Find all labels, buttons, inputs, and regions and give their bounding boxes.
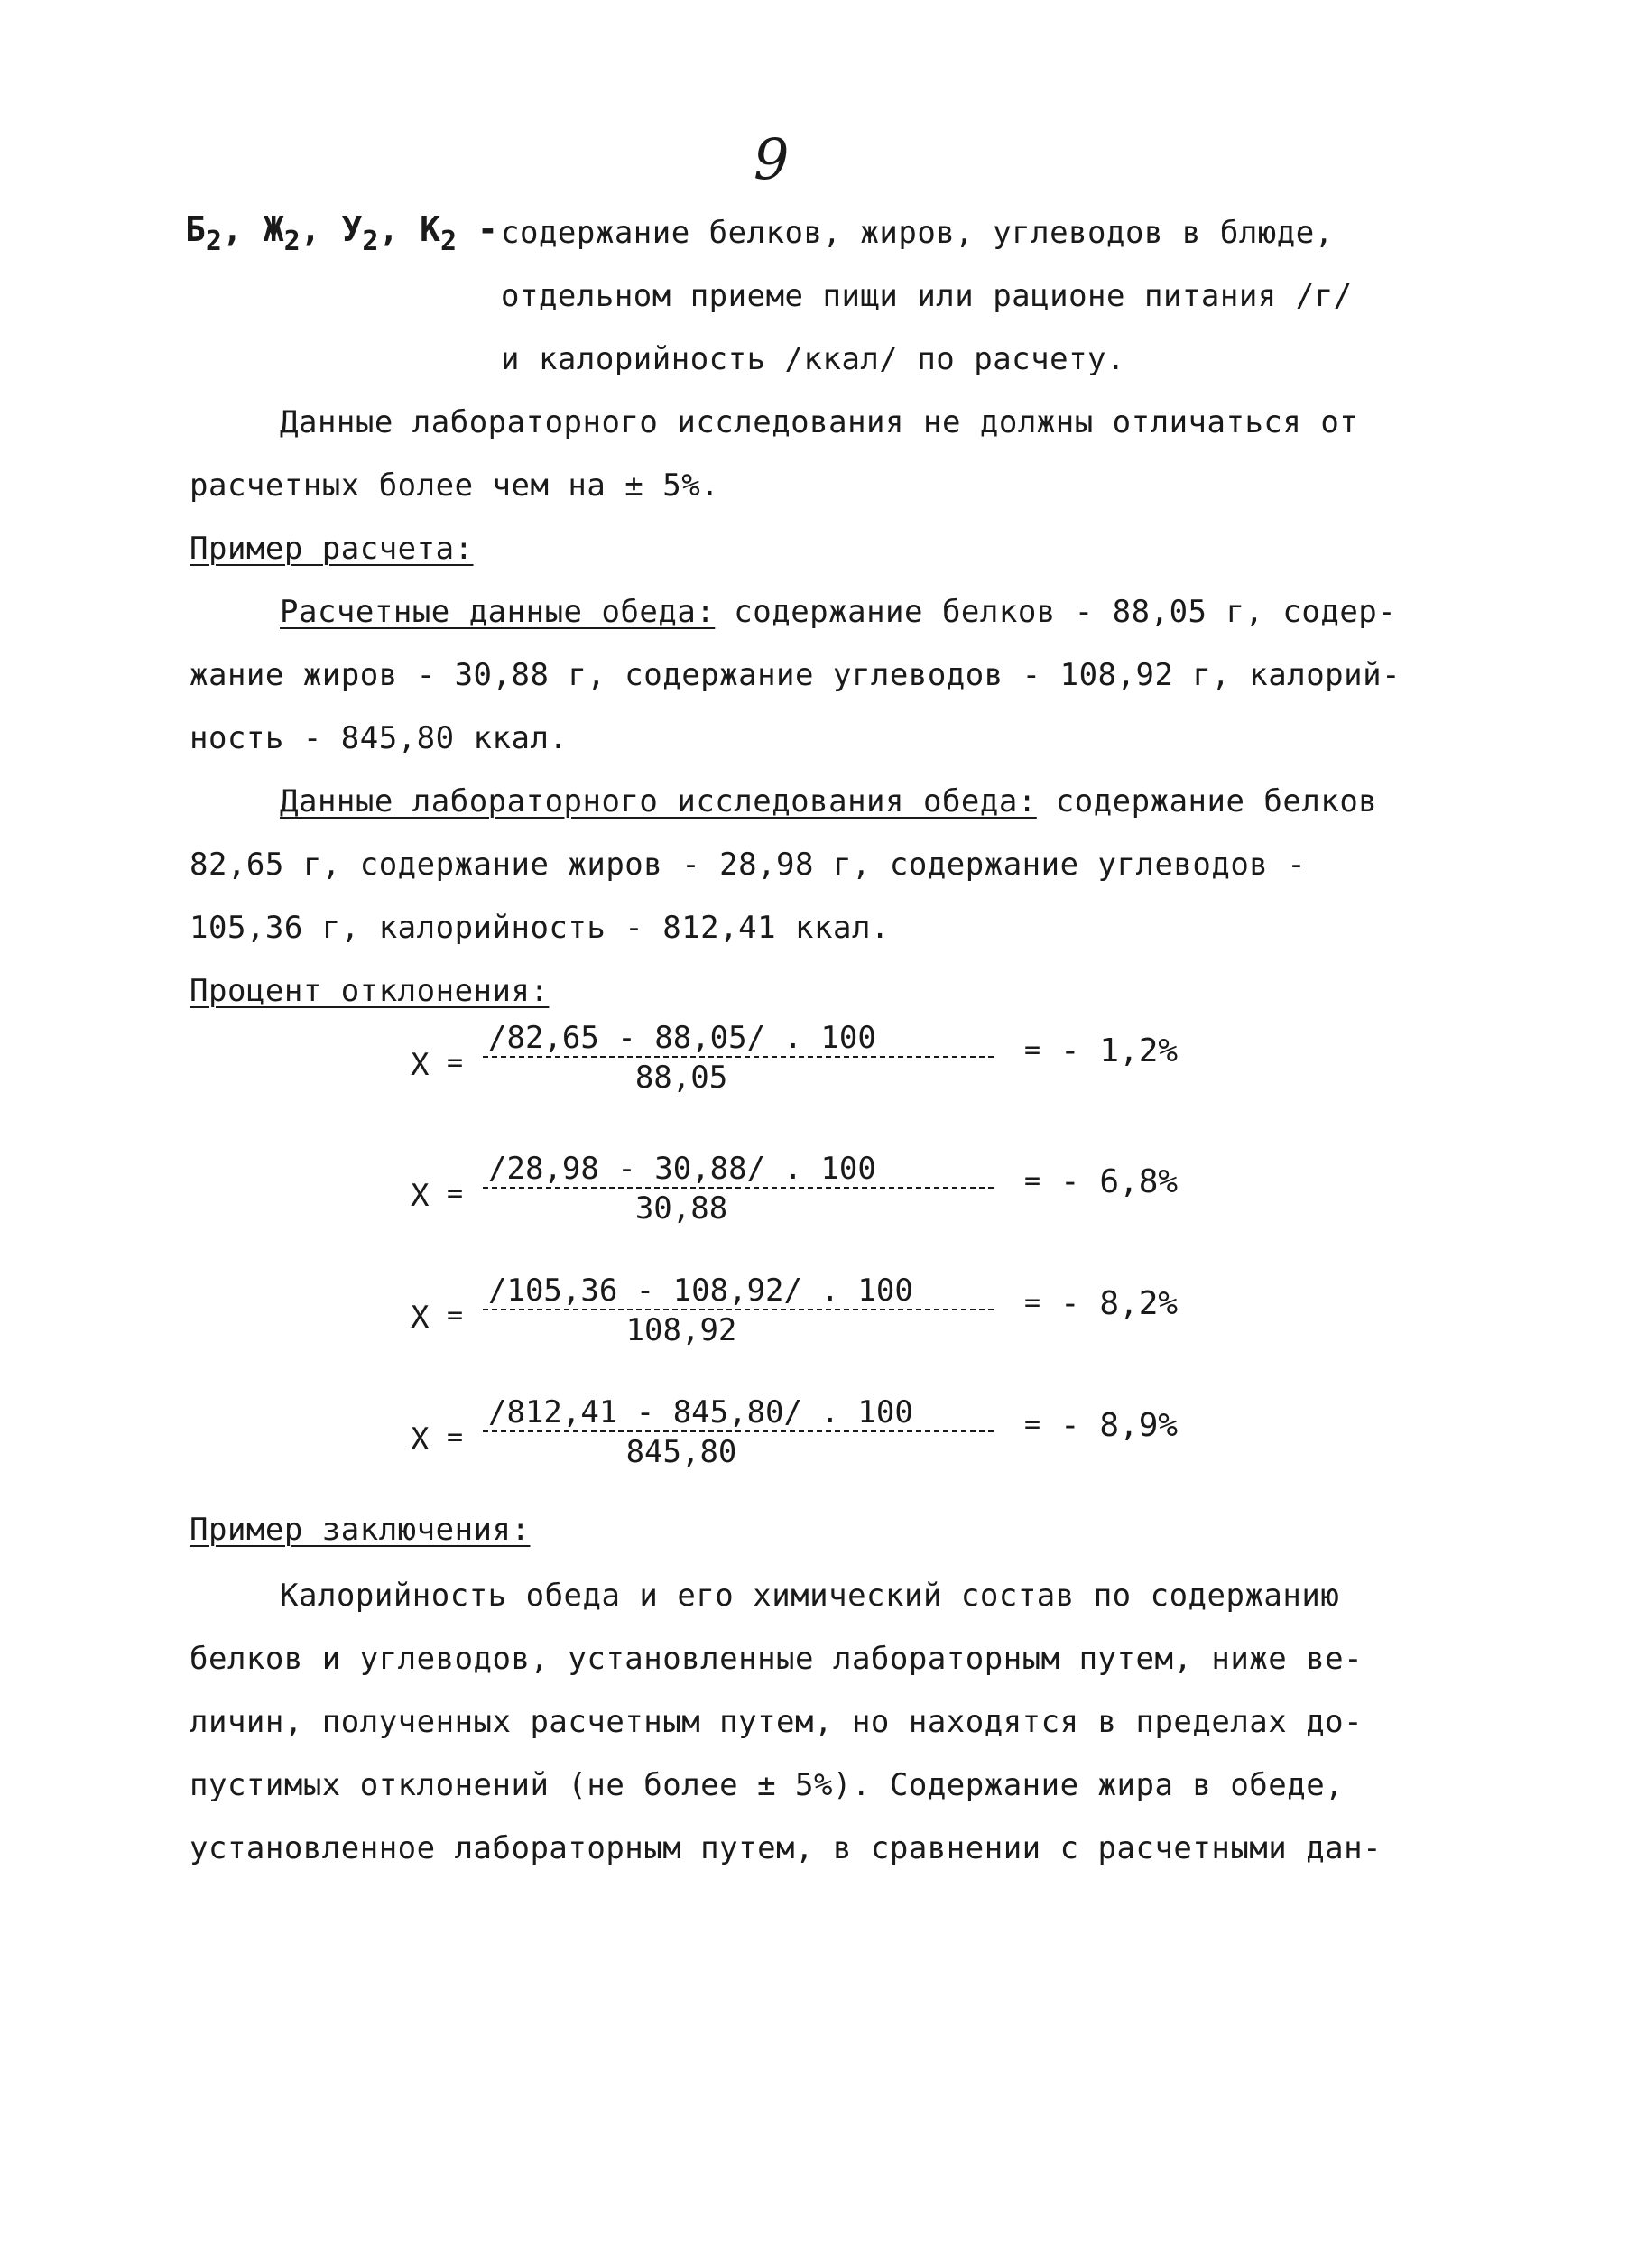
calc-data-line-2: жание жиров - 30,88 г, содержание углеводов - 108,92 г, калорий- [190, 657, 1401, 693]
paragraph-1-line-2: расчетных более чем на ± 5%. [190, 467, 720, 504]
formula-equals: = [447, 1047, 464, 1078]
formula-denominator: 845,80 [625, 1434, 737, 1470]
var-u: У [341, 209, 363, 249]
calc-data-label: Расчетные данные обеда: [280, 594, 716, 630]
lab-data-line-1: Данные лабораторного исследования обеда: содержание белков [280, 783, 1378, 819]
formula-result: - 6,8% [1060, 1163, 1179, 1200]
formula-equals: = [447, 1178, 464, 1209]
formula-equals: = [447, 1300, 464, 1331]
page-number: 9 [754, 126, 790, 192]
var-b: Б [185, 209, 206, 249]
conclusion-heading: Пример заключения: [190, 1512, 531, 1548]
conclusion-line-1: Калорийность обеда и его химический состав по содержанию [280, 1578, 1340, 1614]
example-heading: Пример расчета: [190, 531, 474, 567]
formula-result: - 1,2% [1060, 1032, 1179, 1069]
formula-result: - 8,9% [1060, 1407, 1179, 1444]
definition-line-3: и калорийность /ккал/ по расчету. [501, 341, 1126, 377]
formula-lhs: X [411, 1047, 430, 1083]
formula-lhs: X [411, 1178, 430, 1214]
definition-line-1: содержание белков, жиров, углеводов в блюде, [501, 215, 1334, 251]
formula-fat [411, 1151, 1223, 1232]
conclusion-line-2: белков и углеводов, установленные лабораторным путем, ниже ве- [190, 1641, 1364, 1677]
formula-denominator: 88,05 [634, 1060, 728, 1096]
paragraph-1-line-1: Данные лабораторного исследования не должны отличаться от [280, 404, 1359, 440]
formula-numerator: /28,98 - 30,88/ . 100 [483, 1151, 994, 1189]
formula-equals-result: = [1024, 1287, 1041, 1319]
formula-calories [411, 1394, 1223, 1476]
conclusion-line-4: пустимых отклонений (не более ± 5%). Содержание жира в обеде, [190, 1767, 1345, 1803]
definition-line-2: отдельном приеме пищи или рационе питания /г/ [501, 278, 1353, 314]
formula-denominator: 30,88 [634, 1190, 728, 1227]
formula-result: - 8,2% [1060, 1285, 1179, 1322]
formula-numerator: /82,65 - 88,05/ . 100 [483, 1020, 994, 1058]
lab-data-line-3: 105,36 г, калорийность - 812,41 ккал. [190, 910, 890, 946]
formula-numerator: /812,41 - 845,80/ . 100 [483, 1394, 994, 1432]
formula-lhs: X [411, 1421, 430, 1458]
formula-lhs: X [411, 1300, 430, 1336]
formula-equals-result: = [1024, 1165, 1041, 1197]
conclusion-line-5: установленное лабораторным путем, в сравнении с расчетными дан- [190, 1830, 1383, 1866]
variable-list: $Б_2$, $Ж_2$, $У_2$, $К_2$ - [185, 209, 498, 257]
formula-equals-result: = [1024, 1409, 1041, 1440]
var-zh: Ж [263, 209, 284, 249]
deviation-heading: Процент отклонения: [190, 973, 550, 1009]
formula-denominator: 108,92 [625, 1312, 737, 1348]
lab-data-line-2: 82,65 г, содержание жиров - 28,98 г, содержание углеводов - [190, 847, 1307, 883]
conclusion-line-3: личин, полученных расчетным путем, но находятся в пределах до- [190, 1704, 1364, 1740]
var-k: К [420, 209, 441, 249]
definition-dash: - [477, 209, 498, 249]
formula-equals: = [447, 1421, 464, 1453]
formula-equals-result: = [1024, 1034, 1041, 1066]
formula-protein [411, 1020, 1223, 1101]
calc-data-line-1: Расчетные данные обеда: содержание белков - 88,05 г, содер- [280, 594, 1397, 630]
formula-numerator: /105,36 - 108,92/ . 100 [483, 1273, 994, 1310]
calc-data-line-3: ность - 845,80 ккал. [190, 720, 569, 756]
lab-data-label: Данные лабораторного исследования обеда: [280, 783, 1037, 819]
formula-carbs [411, 1273, 1223, 1354]
